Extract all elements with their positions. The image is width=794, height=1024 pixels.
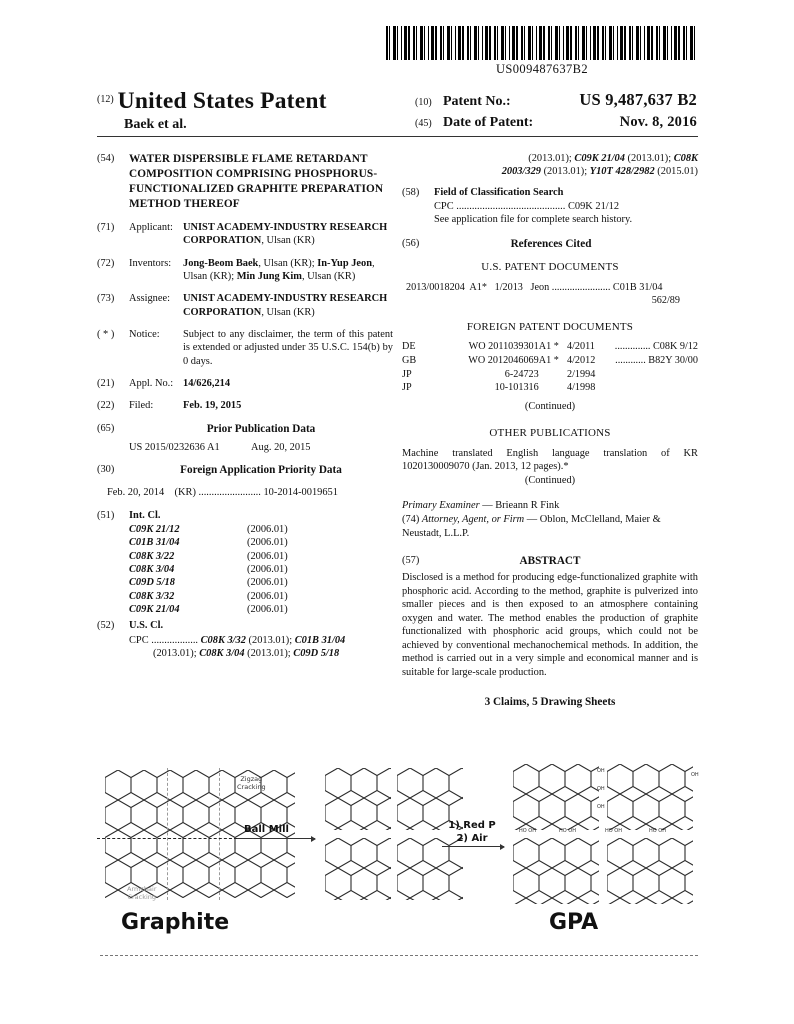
code-12: (12) <box>97 94 114 105</box>
int-cl-year: (2006.01) <box>247 537 288 549</box>
field-58-field-of-search <box>402 186 698 227</box>
cpc-version: (2013.01); <box>540 166 590 178</box>
inventor-location: , Ulsan (KR); <box>183 257 375 282</box>
code-52: (52) <box>97 620 115 632</box>
foreign-priority-date: Feb. 20, 2014 <box>107 487 165 499</box>
date-of-patent-label: Date of Patent: <box>443 115 534 130</box>
us-patent-document-entry <box>406 281 698 307</box>
gpa-structure <box>607 764 693 830</box>
fp-date: 4/2011 <box>566 341 595 353</box>
inventors-value <box>183 257 393 284</box>
assignee-name: UNIST ACADEMY-INDUSTRY RESEARCH CORPORATION <box>183 293 388 318</box>
inventor-location: , Ulsan (KR) <box>301 271 356 282</box>
int-cl-code: C01B 31/04 <box>129 537 180 549</box>
field-of-search-cpc-line <box>434 200 698 213</box>
cpc-class: C01B 31/04 <box>294 634 346 646</box>
cpc-continuation-line1 <box>402 152 698 165</box>
cpc-class: C08K 3/04 <box>199 647 245 659</box>
cpc-label: CPC <box>129 634 149 646</box>
examiner-block <box>402 499 698 540</box>
cpc-version: (2013.01); <box>244 647 294 659</box>
code-10: (10) <box>415 97 432 108</box>
fp-number: WO 2011039301 <box>468 341 539 353</box>
fragment-structure <box>397 838 463 900</box>
us-doc-number: 2013/0018204 <box>406 281 465 293</box>
field-of-search-note: See application file for complete search history. <box>434 214 633 226</box>
front-page-figure <box>97 762 698 942</box>
field-30-foreign-priority <box>97 463 393 477</box>
code-45: (45) <box>415 118 432 129</box>
hydroxyl-label: HO OH <box>559 828 576 834</box>
field-22-filed <box>97 399 393 412</box>
cpc-class: C09K 21/04 <box>574 153 625 164</box>
int-cl-code: C09K 21/04 <box>129 603 180 615</box>
cpc-continuation-line2 <box>402 165 698 178</box>
field-65-prior-pub <box>97 422 393 436</box>
other-publications-text: Machine translated English language translation of KR 1020130009070 (Jan. 2013, 12 pages).* <box>402 448 698 473</box>
left-column <box>97 152 393 669</box>
code-71: (71) <box>97 222 115 234</box>
fp-class-code: C08K 9/12 <box>653 341 698 353</box>
gpa-structure <box>513 764 599 830</box>
int-cl-code: C08K 3/32 <box>129 590 175 602</box>
assignee-location: , Ulsan (KR) <box>261 306 315 318</box>
code-65: (65) <box>97 422 115 434</box>
field-72-inventors <box>97 257 393 284</box>
attorney-dash: — <box>524 514 540 526</box>
foreign-priority-country: (KR) <box>174 487 196 499</box>
int-cl-year: (2006.01) <box>247 603 288 615</box>
cpc-class: C09D 5/18 <box>293 647 340 659</box>
code-74: (74) <box>402 514 420 526</box>
hydroxyl-label: HO OH <box>519 828 536 834</box>
fp-number: 6-24723 <box>504 368 539 380</box>
code-54: (54) <box>97 153 115 164</box>
field-51-int-cl <box>97 509 393 617</box>
graphite-label: Graphite <box>121 910 230 935</box>
gpa-structure <box>607 838 693 904</box>
fp-date: 4/2012 <box>566 355 596 367</box>
fp-kind: A1 * <box>538 355 559 367</box>
gpa-hex-svg <box>513 764 599 830</box>
fp-number: WO 2012046069 <box>468 355 539 367</box>
barcode-number: US009487637B2 <box>495 62 589 76</box>
fp-country: GB <box>402 355 417 367</box>
applicant-value <box>183 221 393 248</box>
appl-no-value <box>183 377 393 390</box>
code-30: (30) <box>97 464 115 476</box>
code-21: (21) <box>97 377 115 389</box>
int-cl-year: (2006.01) <box>247 564 288 576</box>
us-doc-subclass: 562/89 <box>651 295 680 307</box>
fp-number: 10-101316 <box>494 382 539 394</box>
right-column <box>402 152 698 710</box>
focs-value: C09K 21/12 <box>567 200 620 212</box>
header-divider <box>97 136 698 137</box>
abstract-text: Disclosed is a method for producing edge-functionalized graphite with phosphoric acid. According to the method, graphite is pulverized into smaller pieces and is then exposed to an atmosphere containing oxygen and water. The method enables the production of graphite functionalized with phosphoric acid groups, which could not be achieved by conventional mechanochemical methods. In addition, the method is carried out in a very simple and economical manner and is suitable for large-scale production. <box>402 572 698 678</box>
table-row <box>402 354 698 368</box>
us-doc-dots: ....................... <box>551 281 611 293</box>
field-of-search-block <box>434 186 698 227</box>
armchair-cut-line <box>167 768 168 900</box>
int-cl-heading: Int. Cl. <box>129 509 161 521</box>
us-cl-cpc-line1 <box>129 634 393 647</box>
fragment-hex-svg <box>325 838 391 900</box>
reagent-arrow <box>442 846 504 847</box>
field-21-appl-no <box>97 377 393 390</box>
int-cl-row <box>129 590 393 603</box>
cpc-version: (2013.01); <box>245 634 295 646</box>
applicant-location: , Ulsan (KR) <box>261 235 315 247</box>
fp-class <box>615 381 698 395</box>
int-cl-code: C08K 3/22 <box>129 550 175 562</box>
table-row <box>406 281 698 294</box>
fp-country: JP <box>402 368 412 380</box>
cpc-class: C08K 3/32 <box>200 634 246 646</box>
patent-header-left <box>97 88 327 133</box>
field-71-applicant <box>97 221 393 248</box>
date-of-patent-value: Nov. 8, 2016 <box>619 114 697 130</box>
inventor-location: , Ulsan (KR); <box>258 257 318 269</box>
field-54-title <box>97 152 393 212</box>
gpa-label: GPA <box>549 910 599 935</box>
fp-dots: ............ <box>615 355 646 367</box>
fp-country: DE <box>402 341 416 353</box>
fp-class-code: B82Y 30/00 <box>648 355 698 367</box>
fp-date: 2/1994 <box>566 368 596 380</box>
int-cl-year: (2006.01) <box>247 524 288 536</box>
ball-mill-arrow <box>237 838 315 839</box>
int-cl-code: C08K 3/04 <box>129 564 175 576</box>
int-cl-year: (2006.01) <box>247 550 288 562</box>
hydroxyl-label: HO OH <box>649 828 666 834</box>
cpc-class: C08K <box>673 153 698 164</box>
abstract-heading-row <box>402 554 698 568</box>
filed-date-text: Feb. 19, 2015 <box>183 400 242 412</box>
prior-publication-heading: Prior Publication Data <box>206 422 316 435</box>
us-cl-heading: U.S. Cl. <box>129 620 164 632</box>
applicant-label: Applicant: <box>129 222 173 234</box>
int-cl-row <box>129 576 393 589</box>
code-73: (73) <box>97 293 115 305</box>
field-73-assignee <box>97 292 393 319</box>
fragment-hex-svg <box>325 768 391 830</box>
fp-country: JP <box>402 382 412 394</box>
us-patent-documents-heading: U.S. PATENT DOCUMENTS <box>481 260 619 273</box>
fp-class <box>615 340 698 354</box>
int-cl-code: C09D 5/18 <box>129 577 175 589</box>
int-cl-year: (2006.01) <box>247 590 288 602</box>
int-cl-code: C09K 21/12 <box>129 524 180 536</box>
fragment-structure <box>325 768 391 830</box>
gpa-hex-svg <box>513 838 599 904</box>
fp-class <box>615 367 698 381</box>
code-asterisk: ( * ) <box>97 328 115 340</box>
us-doc-kind: A1* <box>469 281 487 293</box>
patent-no-label: Patent No.: <box>443 94 511 109</box>
armchair-cracking-note: Armchair Cracking <box>127 885 157 901</box>
code-58: (58) <box>402 186 420 198</box>
field-of-search-heading: Field of Classification Search <box>434 186 564 198</box>
barcode-image <box>386 26 698 60</box>
inventor-name: In-Yup Jeon <box>317 257 372 269</box>
foreign-patent-documents-heading: FOREIGN PATENT DOCUMENTS <box>466 321 634 334</box>
other-publications-heading: OTHER PUBLICATIONS <box>489 427 611 440</box>
primary-examiner-name: Brieann R Fink <box>495 500 560 512</box>
armchair-cut-line <box>219 768 220 900</box>
notice-label: Notice: <box>129 328 160 340</box>
fp-kind <box>539 381 567 395</box>
int-cl-row <box>129 563 393 576</box>
gpa-hex-svg <box>607 764 693 830</box>
fragment-structure <box>325 838 391 900</box>
field-52-us-cl <box>97 619 393 660</box>
int-cl-row <box>129 523 393 536</box>
hydroxyl-label: OH <box>597 786 605 792</box>
attorney-name: Oblon, McClelland, Maier & Neustadt, L.L.P. <box>402 514 661 539</box>
page-title: United States Patent <box>117 88 327 114</box>
foreign-priority-number: 10-2014-0019651 <box>263 487 338 499</box>
continued-marker-2: (Continued) <box>524 474 576 486</box>
focs-dots: .......................................... <box>456 200 566 212</box>
other-publications-section <box>402 426 698 487</box>
applicant-name: UNIST ACADEMY-INDUSTRY RESEARCH CORPORATION <box>183 222 388 247</box>
prior-publication-line <box>129 441 393 454</box>
prior-publication-number: US 2015/0232636 A1 <box>129 441 220 453</box>
code-57: (57) <box>402 554 420 566</box>
table-row <box>402 340 698 354</box>
table-row <box>402 381 698 395</box>
footer-divider <box>100 955 698 956</box>
inventor-name: Jong-Beom Baek <box>183 257 259 269</box>
cpc-version: (2013.01); <box>624 153 674 164</box>
int-cl-row <box>129 603 393 616</box>
inventor-name: Min Jung Kim <box>236 271 302 282</box>
reagent-step-2: 2) Air <box>456 832 488 844</box>
appl-no-text: 14/626,214 <box>183 377 231 389</box>
code-56: (56) <box>402 237 420 249</box>
patent-header-right <box>415 90 697 135</box>
cpc-version: (2013.01); <box>528 153 575 164</box>
barcode-block <box>386 26 698 77</box>
appl-no-label: Appl. No.: <box>129 377 174 389</box>
notice-text: Subject to any disclaimer, the term of this patent is extended or adjusted under 35 U.S.C. 154(b) by 0 days. <box>183 328 393 367</box>
cpc-version: (2015.01) <box>654 166 698 178</box>
int-cl-row <box>129 536 393 549</box>
continued-marker-1: (Continued) <box>524 400 576 412</box>
fp-date: 4/1998 <box>566 382 596 394</box>
inventors-label: Inventors: <box>129 257 172 269</box>
examiner-dash: — <box>479 500 496 512</box>
zigzag-cracking-note: Zigzag Cracking <box>237 775 266 791</box>
hydroxyl-label: OH <box>691 772 699 778</box>
patent-no-value: US 9,487,637 B2 <box>579 90 697 109</box>
code-51: (51) <box>97 509 115 521</box>
focs-label: CPC <box>434 200 454 212</box>
foreign-priority-dots: ........................ <box>198 487 261 499</box>
claims-drawings-line: 3 Claims, 5 Drawing Sheets <box>484 696 616 709</box>
cpc-version: (2013.01); <box>153 647 200 659</box>
cpc-class: Y10T 428/2982 <box>589 166 655 178</box>
filed-value <box>183 399 393 412</box>
ball-mill-label: Ball Mill <box>244 824 289 835</box>
gpa-hex-svg <box>607 838 693 904</box>
int-cl-row <box>129 550 393 563</box>
patent-date-row <box>415 114 697 131</box>
fp-class <box>615 354 698 368</box>
invention-title: WATER DISPERSIBLE FLAME RETARDANT COMPOSITION COMPRISING PHOSPHORUS-FUNCTIONALIZED GRAPHITE PREPARATION METHOD THEREOF <box>129 153 384 211</box>
attorney-row <box>402 513 698 540</box>
us-doc-name: Jeon <box>530 281 550 293</box>
table-row <box>402 367 698 381</box>
hydroxyl-label: HO OH <box>605 828 622 834</box>
patent-number-row <box>415 90 697 110</box>
us-cl-cpc-line2 <box>129 647 393 660</box>
inventor-surname: Baek et al. <box>124 117 187 132</box>
prior-publication-date: Aug. 20, 2015 <box>251 441 311 453</box>
fragment-hex-svg <box>397 838 463 900</box>
hydroxyl-label: OH <box>597 768 605 774</box>
int-cl-block <box>129 509 393 617</box>
cpc-dots: .................. <box>151 634 199 646</box>
patent-header <box>97 88 697 136</box>
code-72: (72) <box>97 257 115 269</box>
us-cl-block <box>129 619 393 660</box>
hydroxyl-label <box>605 832 607 838</box>
gpa-structure <box>513 838 599 904</box>
fp-dots: .............. <box>614 341 651 353</box>
foreign-priority-line <box>107 486 393 499</box>
code-22: (22) <box>97 400 115 412</box>
reagent-labels <box>442 820 502 845</box>
int-cl-year: (2006.01) <box>247 577 288 589</box>
filed-label: Filed: <box>129 400 154 412</box>
abstract-heading: ABSTRACT <box>519 554 581 567</box>
fp-kind: A1 * <box>538 341 559 353</box>
primary-examiner-row <box>402 499 698 512</box>
hydroxyl-label: OH <box>597 804 605 810</box>
foreign-priority-heading: Foreign Application Priority Data <box>180 464 342 477</box>
field-notice <box>97 328 393 368</box>
hydroxyl-label <box>519 832 521 838</box>
reagent-step-1: 1) Red P <box>448 820 496 831</box>
foreign-patent-documents-table <box>402 340 698 395</box>
fp-kind <box>539 367 567 381</box>
attorney-label: Attorney, Agent, or Firm <box>421 514 525 526</box>
zigzag-cut-line <box>97 838 237 839</box>
assignee-value <box>183 292 393 319</box>
field-56-references-cited <box>402 237 698 251</box>
primary-examiner-label: Primary Examiner <box>402 500 480 512</box>
us-doc-date: 1/2013 <box>494 281 523 293</box>
assignee-label: Assignee: <box>129 293 170 305</box>
cpc-class: 2003/329 <box>501 166 541 178</box>
us-doc-class: C01B 31/04 <box>612 281 663 293</box>
references-cited-heading: References Cited <box>510 237 592 250</box>
